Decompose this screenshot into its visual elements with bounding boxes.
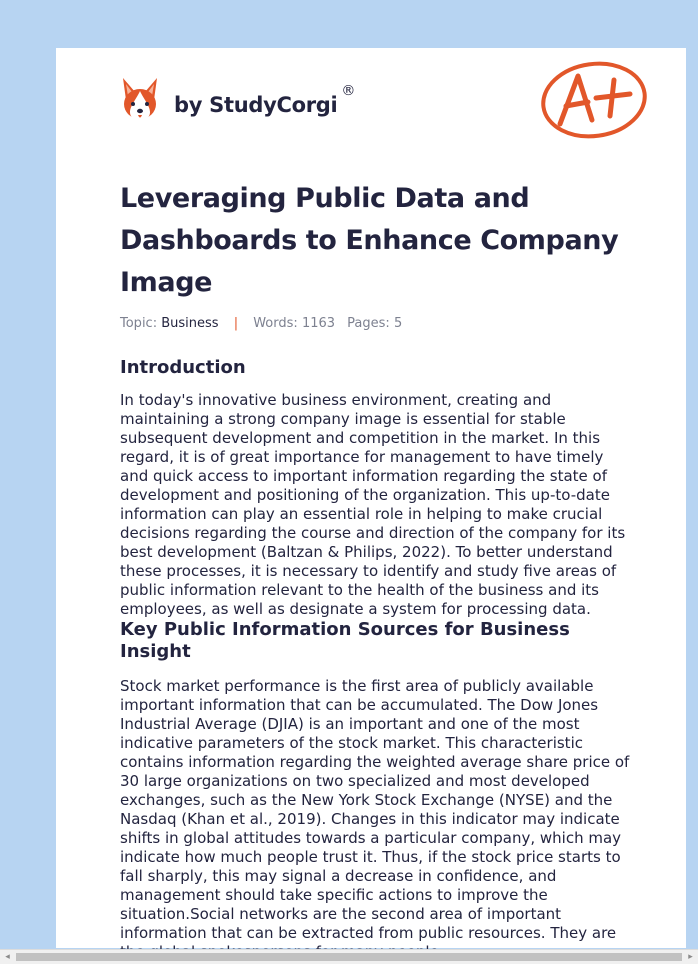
brand-name: by StudyCorgi	[174, 93, 338, 117]
corgi-logo-icon	[120, 76, 160, 122]
pages-label: Pages:	[347, 316, 390, 331]
meta-separator: |	[233, 316, 239, 331]
section-text-introduction: In today's innovative business environment, creating and maintaining a strong company image is essential for stable subsequent development and competition in the market. In this regard, it is of great importance for management to have timely and quick access to important information regarding the state of development and positioning of the organization. This up-to-date information can play an essential role in helping to make crucial decisions regarding the course and direction of the company for its best development (Baltzan & Philips, 2022). To better understand these processes, it is necessary to identify and study five areas of public information relevant to the health of the business and its employees, as well as designate a system for processing data.	[120, 391, 626, 618]
scroll-right-arrow-icon[interactable]: ▸	[688, 952, 693, 962]
section-text-key-sources: Stock market performance is the first area of publicly available important information that can be accumulated. The Dow Jones Industrial Average (DJIA) is an important and one of the most indicative parameters of the stock market. This characteristic contains information regarding the weighted average share price of 30 large organizations on two specialized and most developed exchanges, such as the New York Stock Exchange (NYSE) and the Nasdaq (Khan et al., 2019). Changes in this indicator may indicate shifts in global attitudes towards a particular company, which may indicate how much people trust it. Thus, if the stock price starts to fall sharply, this may signal a decrease in confidence, and management should take specific actions to improve the situation.Social networks are the second area of important information that can be extracted from public resources. They are	[120, 677, 630, 942]
document-page	[56, 48, 686, 948]
document-meta	[120, 316, 630, 331]
section-heading-introduction: Introduction	[120, 357, 246, 378]
document-title: Leveraging Public Data and Dashboards to Enhance Company Image	[120, 183, 619, 298]
horizontal-scrollbar[interactable]	[0, 949, 698, 964]
scroll-left-arrow-icon[interactable]: ◂	[5, 952, 10, 962]
scrollbar-thumb[interactable]	[16, 953, 682, 961]
a-plus-grade-badge	[538, 58, 650, 142]
document-content	[120, 178, 630, 962]
topic-label: Topic:	[120, 316, 158, 331]
brand-header[interactable]	[120, 76, 355, 122]
section-heading-key-sources: Key Public Information Sources for Business Insight	[120, 619, 570, 662]
registered-mark: ®	[341, 83, 356, 99]
pages-count: 5	[393, 316, 403, 331]
topic-link[interactable]: Business	[161, 316, 219, 331]
words-count: 1163	[301, 316, 336, 331]
words-label: Words:	[253, 316, 298, 331]
